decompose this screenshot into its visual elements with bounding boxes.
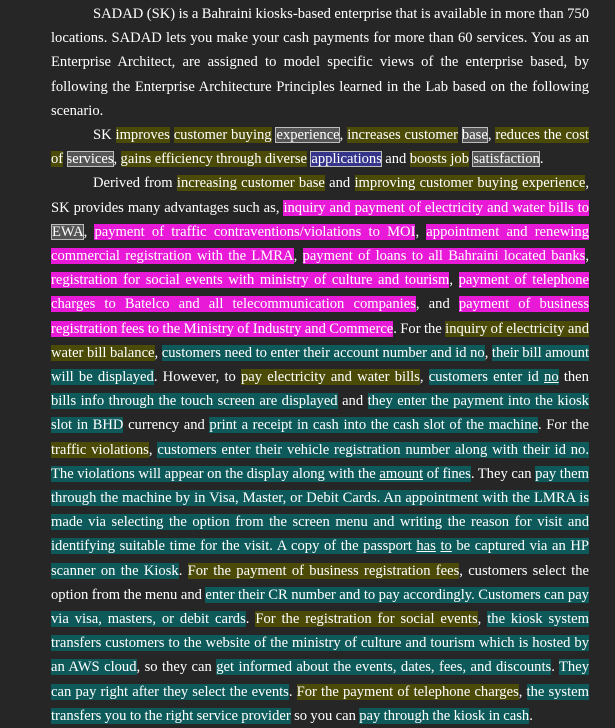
highlight-process: print a receipt in cash into the cash slot of the machine xyxy=(209,417,539,434)
text-run: , xyxy=(477,611,488,628)
highlight-process: pay through the kiosk in cash xyxy=(359,707,530,724)
highlight-process: customers enter their vehicle registration number along with their id no. The violations will appear on the display along with the xyxy=(51,441,590,482)
text-run: , SK provides many advantages such as, xyxy=(51,175,590,216)
text-run: , xyxy=(415,223,427,240)
text-run: , xyxy=(449,272,459,289)
text-run: . They can xyxy=(470,465,536,482)
paragraph-services xyxy=(51,171,589,728)
text-run: currency and xyxy=(123,417,210,434)
highlight-goal: boosts job xyxy=(409,151,469,168)
highlight-service: appointment and renewing commercial registration with the LMRA xyxy=(51,223,589,265)
text-run: , xyxy=(518,683,527,700)
paragraph-goals xyxy=(51,123,589,171)
highlight-process: enter their CR number and to pay accordingly. Customers can pay via visa, masters, or debit cards xyxy=(51,586,589,628)
text-run: , xyxy=(484,344,492,361)
text-run: . However, to xyxy=(153,369,241,386)
highlight-event: For the payment of telephone charges xyxy=(296,683,519,700)
text-run: . xyxy=(551,659,560,676)
text-run: so you can xyxy=(290,707,360,724)
text-run: and xyxy=(337,393,368,410)
highlight-process: be captured via an HP scanner on the Kiosk xyxy=(51,538,589,579)
text-run: , xyxy=(419,369,429,386)
highlight-event: pay electricity and water bills xyxy=(241,369,420,386)
highlight-goal: increases customer xyxy=(347,127,459,144)
highlight-event: For the payment of business registration fees xyxy=(187,562,460,579)
text-run: Derived from xyxy=(93,175,177,192)
highlight-driver: increasing customer base xyxy=(176,175,325,192)
text-run: . xyxy=(539,151,544,168)
highlight-process: customers need to enter their account number and id no xyxy=(161,344,485,361)
highlight-goal: base xyxy=(461,127,488,144)
highlight-service: EWA xyxy=(52,223,84,240)
text-run: , so they can xyxy=(136,659,217,676)
highlight-service: payment of business registration fees to the Ministry of Industry and Commerce xyxy=(51,296,589,337)
text-run: . xyxy=(178,562,188,579)
highlight-service: registration for social events with ministry of culture and tourism xyxy=(51,272,450,289)
highlight-goal: customer buying xyxy=(173,127,272,144)
highlight-service: payment of loans to all Bahraini located banks xyxy=(302,248,586,265)
text-run: and xyxy=(324,175,355,192)
highlight-event: inquiry of electricity and water bill balance xyxy=(51,320,589,361)
highlight-service: payment of telephone charges to Batelco and all telecommunication companies xyxy=(51,272,590,313)
text-run: . xyxy=(529,707,533,724)
highlight-goal: applications xyxy=(311,151,382,168)
text-run: . For the xyxy=(538,417,590,434)
highlight-goal: reduces the cost of xyxy=(51,127,589,168)
highlight-process: their bill amount will be displayed xyxy=(51,344,589,386)
highlight-process: they enter the payment into the kiosk slot in BHD xyxy=(51,393,589,434)
text-run: , xyxy=(585,248,589,265)
highlight-process: pay them through the machine by in Visa, Master, or Debit Cards. An appointment with the LMRA is made via selecting the option from the screen menu and writing the reason for visit and identifying suitable time for the visit. A copy of the passport xyxy=(51,465,589,555)
highlight-goal: experience xyxy=(276,127,340,144)
text-run: , xyxy=(293,248,303,265)
highlight-process: customers enter id xyxy=(428,369,545,386)
text-run: , xyxy=(154,344,162,361)
highlight-process: bills info through the touch screen are displayed xyxy=(51,393,338,410)
highlight-event: traffic violations xyxy=(51,441,149,458)
text-run: , xyxy=(113,151,121,168)
highlight-process: the system transfers you to the right service provider xyxy=(51,683,589,724)
text-run: , xyxy=(83,223,95,240)
text-run: . xyxy=(245,611,256,628)
highlight-process: to xyxy=(440,538,452,555)
text-run: , and xyxy=(415,296,459,313)
highlight-process: has xyxy=(416,538,436,555)
text-run: and xyxy=(381,151,410,168)
highlight-driver: improving customer buying experience xyxy=(354,175,586,192)
text-run: , xyxy=(148,441,158,458)
highlight-service: payment of traffic contraventions/violations to MOI xyxy=(94,223,416,240)
highlight-process: get informed about the events, dates, fees, and discounts xyxy=(216,659,552,676)
highlight-process: amount xyxy=(379,465,424,482)
text-run: , xyxy=(339,127,348,144)
text-run: . For the xyxy=(393,320,446,337)
highlight-goal: gains efficiency through diverse xyxy=(120,151,308,168)
highlight-process: of fines xyxy=(423,465,471,482)
text-run: , customers select the option from the menu xyxy=(51,562,589,603)
text-run: . xyxy=(288,683,297,700)
text-run: and xyxy=(177,586,206,603)
text-run: , xyxy=(487,127,496,144)
highlight-process: no xyxy=(544,369,559,386)
highlight-goal: satisfaction xyxy=(473,151,540,168)
highlight-process: the kiosk system transfers customers to the website of the ministry of culture and tourism which is hosted by an AWS cloud xyxy=(51,611,589,676)
highlight-goal: services xyxy=(66,151,114,168)
highlight-goal: improves xyxy=(115,127,170,144)
text-run: then xyxy=(558,369,589,386)
text-run: SK xyxy=(93,127,116,144)
highlight-service: inquiry and payment of electricity and water bills to xyxy=(283,199,589,216)
highlight-event: For the registration for social events xyxy=(255,611,478,628)
paragraph-intro: SADAD (SK) is a Bahraini kiosks-based enterprise that is available in more than 750 locations. SADAD lets you make your cash payments for more than 60 services. You as an Enterprise Architect, are assigned to model specific views of the enterprise based, by following the Enterprise Architecture Principles learned in the Lab based on the following scenario. xyxy=(51,6,589,119)
highlight-process: They can pay right after they select the events xyxy=(51,659,590,700)
